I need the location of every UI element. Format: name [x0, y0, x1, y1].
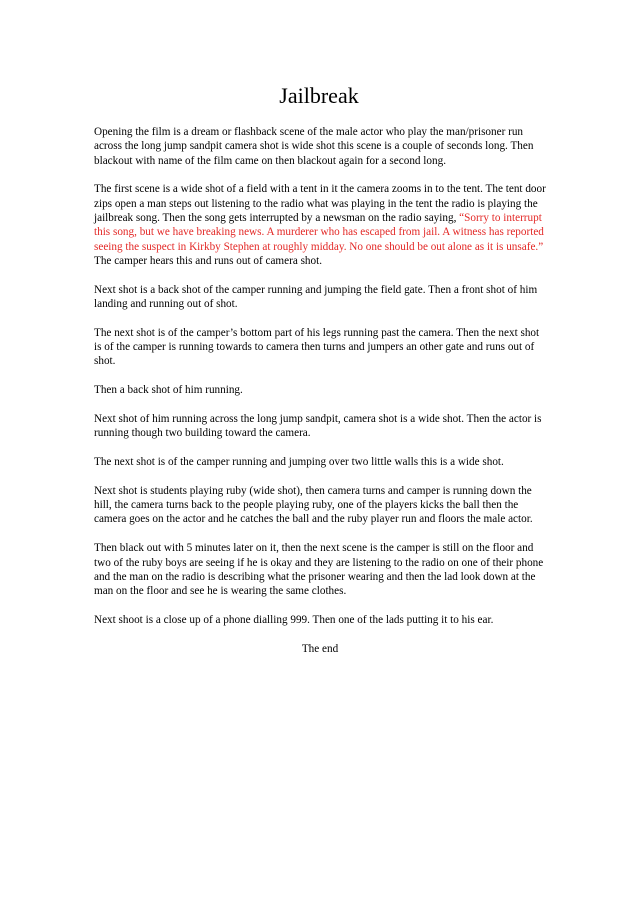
- paragraph-walls-shot: The next shot is of the camper running and jumping over two little walls this is a wide shot.: [94, 456, 504, 469]
- paragraph-gate-shot: Next shot is a back shot of the camper running and jumping the field gate. Then a front shot of him landing and running out of shot.: [94, 283, 538, 310]
- paragraph-legs-shot: The next shot is of the camper’s bottom part of his legs running past the camera. Then the next shot is of the camper is running towards to camera then turns and jumpers an other gate and runs out of shot.: [94, 326, 540, 368]
- paragraph-rugby-shot: Next shot is students playing ruby (wide shot), then camera turns and camper is running down the hill, the camera turns back to the people playing ruby, one of the players kicks the ball then the camera goes on the actor and he catches the ball and the ruby player run and floors the male actor.: [94, 484, 533, 526]
- closing-text: The end: [301, 642, 339, 655]
- document-title: Jailbreak: [279, 83, 359, 108]
- paragraph-text-after-quote: The camper hears this and runs out of camera shot.: [94, 254, 323, 267]
- paragraph-back-shot: Then a back shot of him running.: [94, 384, 243, 397]
- paragraph-text-before-quote: The first scene is a wide shot of a field with a tent in it the camera zooms in to the tent. The tent door zips open a man steps out listening to the radio what was playing in the tent the radio is playing the jailbreak song. Then the song gets interrupted by a newsman on the radio saying,: [94, 183, 546, 224]
- paragraph-blackout: Then black out with 5 minutes later on it, then the next scene is the camper is still on the floor and two of the ruby boys are seeing if he is okay and they are listening to the radio on one of their phone and the man on the radio is describing what the prisoner wearing and then the lad look down at the man on the floor and see he is wearing the same clothes.: [94, 542, 544, 598]
- paragraph-sandpit-shot: Next shot of him running across the long jump sandpit, camera shot is a wide shot. Then the actor is running though two building toward the camera.: [94, 412, 542, 440]
- radio-quote: “Sorry to interrupt this song, but we have breaking news. A murderer who has escaped from jail. A witness has reported seeing the suspect in Kirkby Stephen at roughly midday. No one should be out alone as it is unsafe.”: [94, 211, 544, 253]
- paragraph-first-scene: [94, 182, 546, 268]
- paragraph-opening: Opening the film is a dream or flashback scene of the male actor who play the man/prisoner run across the long jump sandpit camera shot is wide shot this scene is a couple of seconds long. Then blackout with name of the film came on then blackout again for a second long.: [94, 126, 534, 167]
- document-body: [94, 125, 546, 671]
- paragraph-phone-shot: Next shoot is a close up of a phone dialling 999. Then one of the lads putting it to his ear.: [94, 613, 494, 626]
